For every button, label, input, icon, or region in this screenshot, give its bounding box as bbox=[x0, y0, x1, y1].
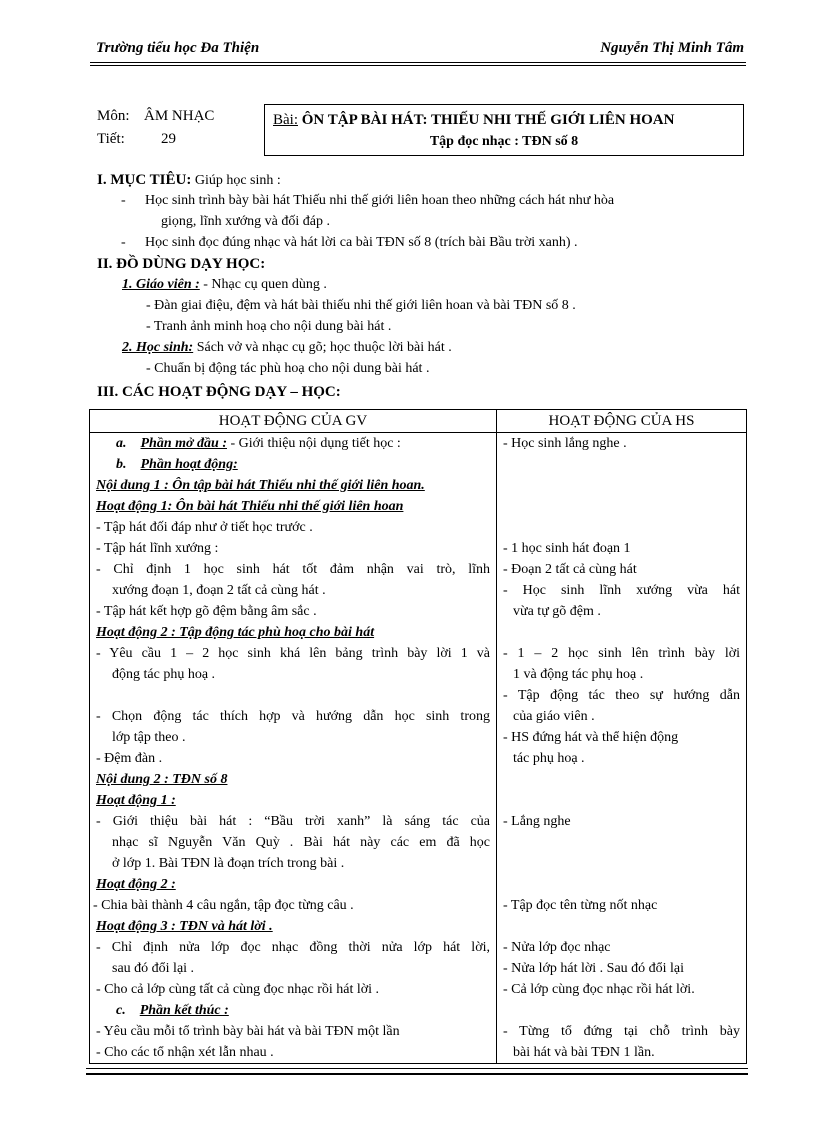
activity-3b-heading bbox=[90, 916, 496, 937]
materials-student-line: Sách vở và nhạc cụ gõ; học thuộc lời bài hát . bbox=[196, 340, 452, 355]
gv-line: - Cho cả lớp cùng tất cả cùng đọc nhạc rồi hát lời . bbox=[96, 982, 380, 997]
hs-spacer bbox=[497, 874, 746, 895]
part-a-mark: a. bbox=[116, 436, 127, 451]
lesson-title-box bbox=[264, 104, 744, 156]
activities-heading: III. CÁC HOẠT ĐỘNG DẠY – HỌC: bbox=[97, 384, 341, 400]
gv-line: - Tập hát đối đáp như ở tiết học trước . bbox=[96, 520, 313, 535]
gv-line: - Tập hát lĩnh xướng : bbox=[96, 541, 219, 556]
activity-1b-text: Hoạt động 1 : bbox=[96, 793, 176, 808]
gv-line: sau đó đổi lại . bbox=[112, 961, 195, 976]
activity-1-heading bbox=[90, 496, 496, 517]
materials-heading: II. ĐỒ DÙNG DẠY HỌC: bbox=[97, 256, 266, 272]
objective-bullet: - bbox=[121, 235, 126, 250]
gv-line: - Yêu cầu mỗi tổ trình bày bài hát và bài TĐN một lần bbox=[96, 1024, 400, 1039]
content-1-text: Nội dung 1 : Ôn tập bài hát Thiếu nhi thế giới liên hoan. bbox=[96, 478, 425, 493]
materials-student-item: - Chuẩn bị động tác phù hoạ cho nội dung bài hát . bbox=[146, 361, 430, 376]
hs-spacer bbox=[497, 790, 746, 811]
materials-teacher-label: 1. Giáo viên : bbox=[122, 277, 200, 292]
hs-spacer bbox=[497, 1000, 746, 1021]
hs-spacer bbox=[497, 769, 746, 790]
activity-2b-text: Hoạt động 2 : bbox=[96, 877, 176, 892]
gv-line: - Yêu cầu 1 – 2 học sinh khá lên bảng trình bày lời 1 và bbox=[96, 646, 490, 661]
objectives-intro: Giúp học sinh : bbox=[194, 173, 281, 188]
gv-line: - Chia bài thành 4 câu ngắn, tập đọc từng câu . bbox=[93, 898, 354, 913]
content-2-heading bbox=[90, 769, 496, 790]
materials-teacher-item: - Đàn giai điệu, đệm và hát bài thiếu nhi thế giới liên hoan và bài TĐN số 8 . bbox=[146, 298, 576, 313]
objectives-heading-row bbox=[97, 172, 281, 189]
hs-line: bài hát và bài TĐN 1 lần. bbox=[513, 1045, 655, 1060]
hs-line: tác phụ hoạ . bbox=[513, 751, 585, 766]
hs-spacer bbox=[497, 853, 746, 874]
teacher-name: Nguyễn Thị Minh Tâm bbox=[600, 40, 744, 56]
gv-spacer bbox=[90, 685, 496, 706]
objective-item: giọng, lĩnh xướng và đối đáp . bbox=[161, 214, 330, 229]
gv-line: - Chỉ định nửa lớp đọc nhạc đồng thời nửa lớp hát lời, bbox=[96, 940, 490, 955]
activities-table bbox=[89, 409, 747, 1064]
lesson-title-label: Bài: bbox=[273, 112, 298, 128]
lesson-subtitle: Tập đọc nhạc : TĐN số 8 bbox=[429, 134, 579, 149]
gv-line: - Tập hát kết hợp gõ đệm bằng âm sắc . bbox=[96, 604, 317, 619]
materials-teacher-item: - Tranh ảnh minh hoạ cho nội dung bài hát . bbox=[146, 319, 392, 334]
materials-student-row bbox=[122, 340, 452, 356]
gv-column bbox=[90, 433, 497, 1064]
gv-part-c bbox=[90, 1000, 496, 1021]
part-c-mark: c. bbox=[116, 1003, 126, 1018]
gv-line: - Chọn động tác thích hợp và hướng dẫn học sinh trong bbox=[96, 709, 490, 724]
gv-line: - Cho các tổ nhận xét lẫn nhau . bbox=[96, 1045, 274, 1060]
objective-item: Học sinh trình bày bài hát Thiếu nhi thế giới liên hoan theo những cách hát như hòa bbox=[145, 193, 615, 208]
hs-line: - 1 học sinh hát đoạn 1 bbox=[503, 541, 631, 556]
hs-spacer bbox=[497, 622, 746, 643]
materials-teacher-line: - Nhạc cụ quen dùng . bbox=[203, 277, 327, 292]
header-rule bbox=[90, 62, 746, 63]
objective-bullet: - bbox=[121, 193, 126, 208]
col-header-hs: HOẠT ĐỘNG CỦA HS bbox=[497, 410, 747, 433]
gv-line: xướng đoạn 1, đoạn 2 tất cả cùng hát . bbox=[112, 583, 326, 598]
activity-3b-text: Hoạt động 3 : TĐN và hát lời . bbox=[96, 919, 273, 934]
gv-line: - Chỉ định 1 học sinh hát tốt đảm nhận vai trò, lĩnh bbox=[96, 562, 490, 577]
materials-student-label: 2. Học sinh: bbox=[122, 340, 194, 355]
col-header-gv: HOẠT ĐỘNG CỦA GV bbox=[90, 410, 497, 433]
content-1-heading bbox=[90, 475, 496, 496]
hs-column bbox=[497, 433, 747, 1064]
lesson-title-text: ÔN TẬP BÀI HÁT: THIẾU NHI THẾ GIỚI LIÊN HOAN bbox=[301, 112, 675, 128]
gv-part-a bbox=[90, 433, 496, 454]
hs-line: của giáo viên . bbox=[513, 709, 595, 724]
subject-value: ÂM NHẠC bbox=[144, 108, 215, 124]
gv-line: ở lớp 1. Bài TĐN là đoạn trích trong bài . bbox=[112, 856, 345, 871]
hs-line: - Đoạn 2 tất cả cùng hát bbox=[503, 562, 637, 577]
hs-line: - Tập đọc tên từng nốt nhạc bbox=[503, 898, 658, 913]
hs-line: 1 và động tác phụ hoạ . bbox=[513, 667, 644, 682]
objective-item: Học sinh đọc đúng nhạc và hát lời ca bài TĐN số 8 (trích bài Bầu trời xanh) . bbox=[145, 235, 578, 250]
hs-spacer bbox=[497, 454, 746, 475]
hs-spacer bbox=[497, 832, 746, 853]
hs-line: - Nửa lớp hát lời . Sau đó đổi lại bbox=[503, 961, 685, 976]
hs-line: - 1 – 2 học sinh lên trình bày lời bbox=[503, 646, 740, 661]
lesson-title bbox=[273, 112, 674, 129]
activity-2-text: Hoạt động 2 : Tập động tác phù hoạ cho bài hát bbox=[96, 625, 375, 640]
footer-rule-thick bbox=[86, 1073, 748, 1075]
activity-1b-heading bbox=[90, 790, 496, 811]
lesson-number: 29 bbox=[161, 131, 176, 147]
hs-spacer bbox=[497, 496, 746, 517]
subject-label: Môn: bbox=[97, 108, 130, 124]
lesson-label: Tiết: bbox=[97, 131, 125, 147]
school-name: Trường tiểu học Đa Thiện bbox=[96, 40, 260, 56]
hs-line: - Từng tổ đứng tại chỗ trình bày bbox=[503, 1024, 740, 1039]
activity-1-text: Hoạt động 1: Ôn bài hát Thiếu nhi thế giới liên hoan bbox=[96, 499, 404, 514]
gv-line: - Giới thiệu bài hát : “Bầu trời xanh” là sáng tác của bbox=[96, 814, 490, 829]
gv-line: nhạc sĩ Nguyễn Văn Quỳ . Bài hát này các em đã học bbox=[112, 835, 490, 850]
gv-line: lớp tập theo . bbox=[112, 730, 186, 745]
hs-line: - Tập động tác theo sự hướng dẫn bbox=[503, 688, 740, 703]
objectives-heading: I. MỤC TIÊU: bbox=[97, 172, 192, 188]
part-a-text: - Giới thiệu nội dụng tiết học : bbox=[230, 436, 401, 451]
hs-line: - Học sinh lắng nghe . bbox=[503, 436, 627, 451]
hs-line: - HS đứng hát và thể hiện động bbox=[503, 730, 679, 745]
gv-line: - Đệm đàn . bbox=[96, 751, 163, 766]
hs-spacer bbox=[497, 517, 746, 538]
part-a-title: Phần mở đầu : bbox=[140, 436, 227, 451]
content-2-text: Nội dung 2 : TĐN số 8 bbox=[96, 772, 228, 787]
materials-teacher-row bbox=[122, 277, 327, 293]
hs-spacer bbox=[497, 475, 746, 496]
hs-line: - Học sinh lĩnh xướng vừa hát bbox=[503, 583, 740, 598]
hs-line: - Nửa lớp đọc nhạc bbox=[503, 940, 611, 955]
hs-line: vừa tự gõ đệm . bbox=[513, 604, 601, 619]
hs-line: - Lắng nghe bbox=[503, 814, 571, 829]
hs-spacer bbox=[497, 916, 746, 937]
activity-2b-heading bbox=[90, 874, 496, 895]
part-b-title: Phần hoạt động: bbox=[140, 457, 238, 472]
part-c-title: Phần kết thúc : bbox=[139, 1003, 229, 1018]
footer-rule bbox=[86, 1068, 748, 1069]
hs-line: - Cả lớp cùng đọc nhạc rồi hát lời. bbox=[503, 982, 695, 997]
gv-line: động tác phụ hoạ . bbox=[112, 667, 216, 682]
part-b-mark: b. bbox=[116, 457, 127, 472]
header-rule-double bbox=[90, 65, 746, 66]
activity-2-heading bbox=[90, 622, 496, 643]
gv-part-b bbox=[90, 454, 496, 475]
